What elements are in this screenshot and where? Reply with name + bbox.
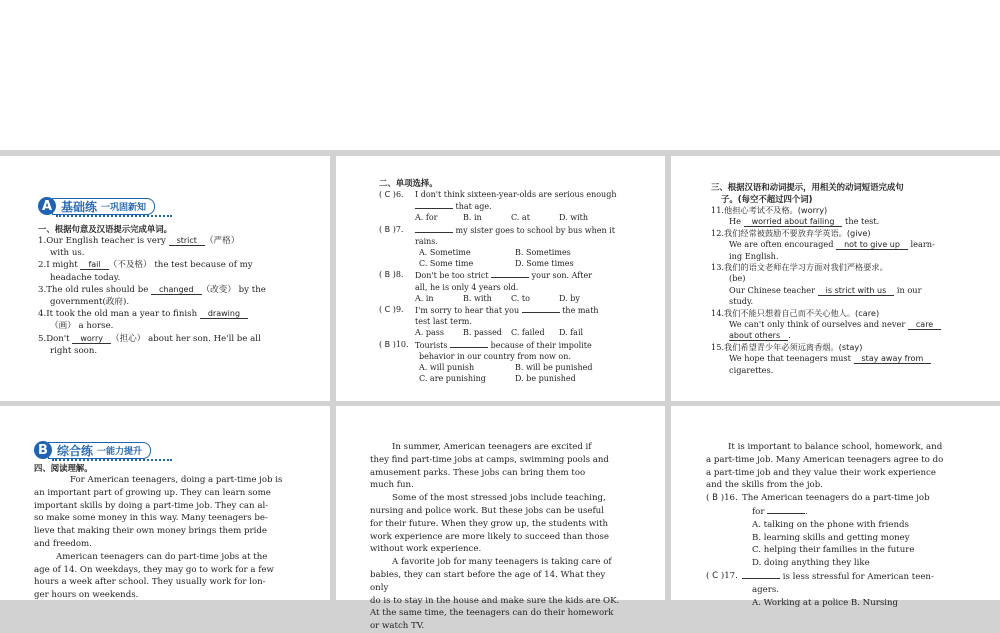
panel-comprehensive-exercise [0,406,330,600]
banner-subtitle: 一巩固新知 [101,202,147,213]
answer: not to give up [836,240,908,250]
answer: worried about failing [744,217,843,227]
question-8: ( B )8. Don't be too strict your son. After all, he is only 4 years old. A. in B. with C. to D. by [379,270,593,303]
answer: stay away from [854,354,932,364]
question-17: ( C )17. is less stressful for American teen- agers. A. Working at a police B. Nursing [706,570,934,608]
answer: drawing [200,309,248,319]
section-banner-a [38,196,172,216]
reading-paragraph-6: It is important to balance school, homework, and a part-time job. Many American teenagers agree to do a part-time job and they value their work experience and the skills from the job. [706,442,944,491]
answer: care [908,320,941,330]
reading-paragraph-2: American teenagers can do part-time jobs at the age of 14. On weekdays, they may go to work for a few hours a week after school. They usually work for lon- ger hours on weekends. [34,551,274,601]
answer: C [384,190,391,199]
answer: fail [80,260,108,270]
question-9: ( C )9. I'm sorry to hear that you the math test last term. A. pass B. passed C. failed D. fail [379,305,599,338]
section-heading: 四、阅读理解。 [34,463,93,473]
question-15: 15.我们希望青少年必须远离香烟。(stay) We hope that teenagers must stay away from cigarettes. [711,342,959,376]
answer: B [712,493,718,504]
reading-paragraph-1: For American teenagers, doing a part-time job is an important part of growing up. They can learn some important skills by doing a part-time job. They can al- so make some money in this way. Many teenagers be- lieve that making their own money brings them pride and freedom. [34,475,283,549]
answer: C [384,305,391,315]
panel-basic-exercise [0,156,330,401]
question-14: 14.我们不能只想着自己而不关心他人。(care) We can't only think of ourselves and never care about others . [711,308,959,342]
section-heading: 二、单项选择。 [379,178,438,188]
answer: is strict with us [818,286,895,296]
question-11: 11.他担心考试不及格。(worry) He worried about failing the test. [711,205,880,227]
question-1: 1.Our English teacher is very strict （严格） with us. [38,236,240,259]
question-3: 3.The old rules should be changed （改变） by the government(政府). [38,284,266,308]
question-6: ( C )6. I don't think sixteen-year-olds are serious enough that age. A. for B. in C. at D. with [379,190,617,223]
answer: B [384,270,391,280]
banner-subtitle: 一能力提升 [97,446,143,457]
panel-reading-continued [336,406,665,632]
reading-paragraph-3: In summer, American teenagers are excited if they find part-time jobs at camps, swimming pools and amusement parks. These jobs can bring them too much fun. [370,442,609,491]
reading-paragraph-4: Some of the most stressed jobs include teaching, nursing and police work. But these jobs can be useful for their future. When they grow up, the students with work experience are more likely to succeed than those without work experience. [370,493,609,555]
answer: strict [169,236,205,246]
answer: B [384,339,391,349]
question-10: ( B )10. Tourists because of their impolite behavior in our country from now on. A. will punish B. will be punished C. are punishing D. be punished [379,339,593,384]
panel-reading-questions [671,406,1000,608]
reading-paragraph-5: A favorite job for many teenagers is taking care of babies, they can start before the age of 14. What they only do is to stay in the house and make sure the kids are OK. At the same time, the teenagers can do their homework or watch TV. [370,557,620,632]
section-heading: 一、根据句意及汉语提示完成单词。 [38,224,172,234]
question-7: ( B )7. my sister goes to school by bus when it rains. A. Sometime B. Sometimes C. Some time D. Some times [379,224,615,269]
question-4: 4.It took the old man a year to finish drawing （画） a horse. [38,308,292,332]
panel-multiple-choice [336,156,665,401]
answer: C [712,570,719,581]
question-12: 12.我们经常被鼓励不要放弃学英语。(give) We are often encouraged not to give up learn- ing English. [711,227,935,261]
question-16: ( B )16. The American teenagers do a part-time job for . A. talking on the phone with friends B. learning skills and getting money C. helping their families in the future D. doing anything they like [706,493,930,569]
banner-title: 综合练 [57,443,94,458]
banner-letter: B [34,441,52,459]
answer: changed [151,285,202,295]
section-heading: 三、根据汉语和动词提示，用相关的动词短语完成句 [711,182,904,192]
answer: B [384,224,391,234]
question-5: 5.Don't worry （担心） about her son. He'll be all right soon. [38,333,261,356]
section-banner-b [34,440,172,460]
top-blank-area [0,0,1000,150]
banner-title: 基础练 [61,199,98,214]
answer: worry [72,334,111,344]
banner-letter: A [38,197,56,215]
answer-continued: about others [729,331,788,341]
question-2: 2.I might fail （不及格） the test because of my headache today. [38,260,253,283]
panel-phrase-completion: 三、根据汉语和动词提示，用相关的动词短语完成句 子。(每空不超过四个词) 11.他担心考试不及格。(worry) He worried about failing the test. 12.我们经常被鼓励不要放弃学英语。(give) We are often encouraged not to give up learn- ing English. 13.我们的语文老师在学习方面对我们严格要求。 (be) Our Chinese teacher is strict with us in our study. 14.我们不能只想着自己而不关心他人。(care) We can't only think of ourselves and never care about others . 15.我们希望青少年必须远离香烟。(stay) We hope that teenagers must stay away from cigarettes. [671,156,1000,401]
question-13: 13.我们的语文老师在学习方面对我们严格要求。 (be) Our Chinese teacher is strict with us in our study. [711,262,922,307]
